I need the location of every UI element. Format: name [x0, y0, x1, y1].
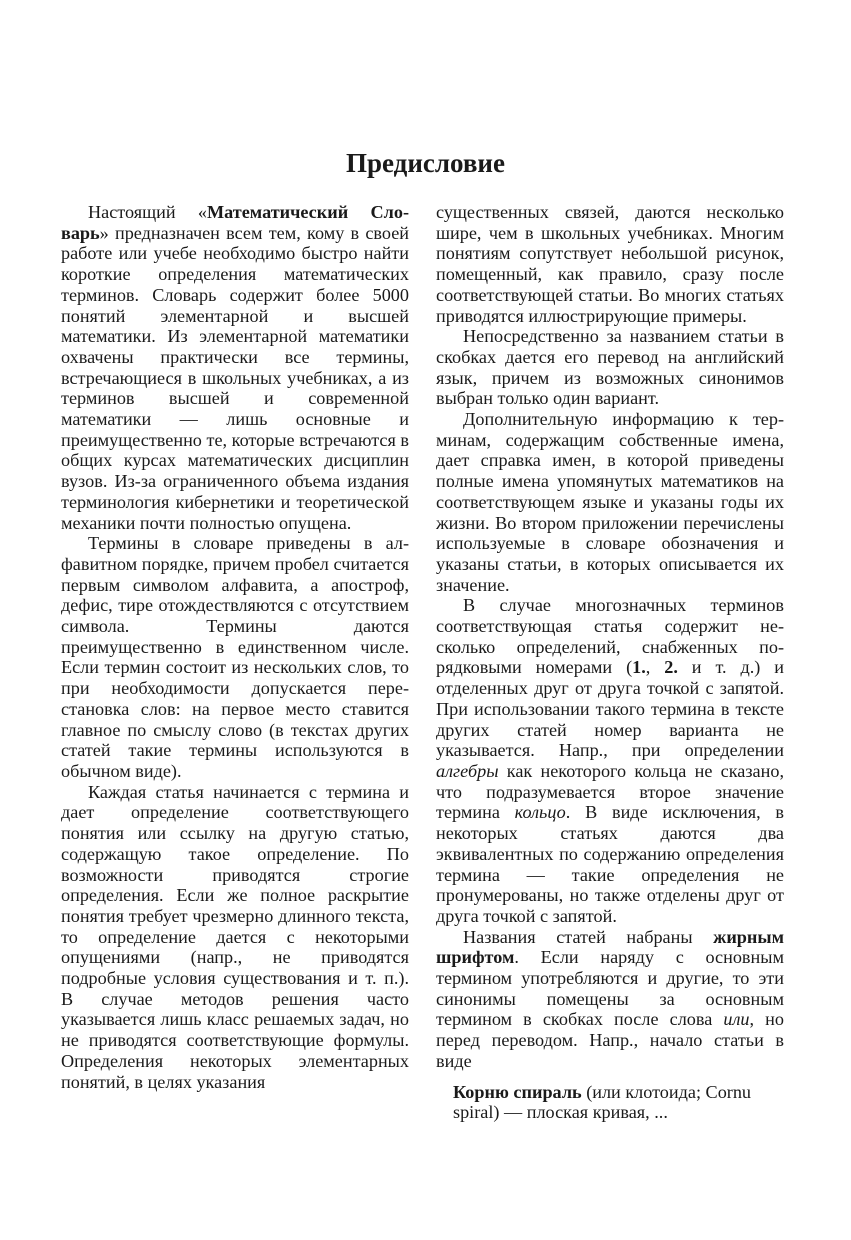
example-term-bold: Корню спираль: [453, 1081, 582, 1102]
paragraph-continuation: существенных связей, даются несколько шире, чем в школьных учебниках. Многим понятиям сопутствует небольшой рисунок, помещенный, как правило, сразу после соответствующей статьи. Во многих статьях приводятся иллюстрирующие примеры.: [436, 202, 784, 326]
paragraph-article-names: [436, 927, 784, 1072]
right-column: [436, 202, 784, 1123]
example-text: (или клотоида; Cornu spiral) — плоская кривая, ...: [453, 1081, 752, 1123]
paragraph-polysemous-terms: [436, 595, 784, 926]
paragraph-intro: [61, 202, 409, 533]
paragraph-text: Названия статей набраны: [463, 926, 714, 947]
paragraph-article-structure: Каждая статья начинается с термина и дает определение соответствующего понятия или ссылку на другую статью, содержащую такое определение. По возможности приводятся строгие определения. Если же полное раскрытие понятия требует чрезмерно длинного текста, то определение дается с некоторыми опущениями (напр., не приводятся подробные условия существования и т. п.). В случае методов решения часто указывается лишь класс решаемых задач, но не приводятся соответствующие формулы. Определения некоторых элементарных понятий, в целях указания: [61, 781, 409, 1092]
number-bold: 1.: [632, 657, 646, 678]
paragraph-name-reference: Дополнительную информацию к терминам, содержащим собственные имена, дает справка имен, в которой приведены полные имена упомянутых математиков на соответствующем языке и указаны годы их жизни. Во втором приложении перечислены используемые в словаре обозначения и указаны статьи, в которых описывается их значение.: [436, 409, 784, 595]
paragraph-text: » предназначен всем тем, кому в своей работе или учебе необходимо быстро найти короткие определения математических терминов. Словарь содержит более 5000 понятий элементарной и высшей математики. Из элементарной математики охвачены практически все термины, встречающиеся в школьных учебниках, а из терминов высшей и современной математики — лишь основные и преимущественно те, которые встречаются в общих курсах математических дисциплин вузов. Из-за ограниченного объема издания терминология кибернетики и теоретической механики почти полностью опущена.: [61, 222, 409, 533]
term-italic: алгебры: [436, 760, 499, 781]
dictionary-title-bold: Математический Словарь: [61, 202, 410, 243]
term-italic: кольцо: [514, 802, 566, 823]
paragraph-text: В случае многозначных терминов соответствующая статья содержит несколько определений, снабженных порядковыми номерами (: [436, 595, 784, 678]
paragraph-alphabetical-order: Термины в словаре приведены в алфавитном порядке, причем пробел считается первым символом алфавита, а апостроф, дефис, тире отождествляются с отсутствием символа. Термины даются преимущественно в единственном числе. Если термин состоит из нескольких слов, то при необходимости допускается перестановка слов: на первое место ставится главное по смыслу слово (в текстах других статей такие термины используются в обычном виде).: [61, 533, 409, 781]
left-column: [61, 202, 409, 1092]
word-italic: или: [723, 1009, 750, 1030]
bold-font-phrase: жирным шрифтом: [436, 926, 784, 968]
page-title: Предисловие: [346, 148, 505, 178]
paragraph-translation: Непосредственно за названием статьи в скобках дается его перевод на английский язык, причем из возможных синонимов выбран только один вариант.: [436, 326, 784, 409]
paragraph-text: и т. д.) и отделенных друг от друга точкой с запятой. При использовании такого термина в тексте других статей номер варианта не указывается. Напр., при определении: [436, 657, 785, 761]
paragraph-text: , но перед переводом. Напр., начало статьи в виде: [436, 1009, 784, 1071]
paragraph-text: Настоящий «: [88, 202, 208, 222]
paragraph-text: ,: [645, 657, 665, 678]
paragraph-text: . Если наряду с основным термином употребляются и другие, то эти синонимы помещены за основным термином в скобках после слова: [436, 947, 784, 1030]
paragraph-text: . В виде исключения, в некоторых статьях даются два эквивалентных по содержанию определения термина — такие определения не пронумерованы, но также отделены друг от друга точкой с запятой.: [436, 802, 784, 926]
number-bold: 2.: [664, 657, 678, 678]
example-entry: [453, 1082, 784, 1123]
paragraph-text: как некоторого кольца не сказано, что подразумевается второе значение термина: [436, 760, 784, 823]
